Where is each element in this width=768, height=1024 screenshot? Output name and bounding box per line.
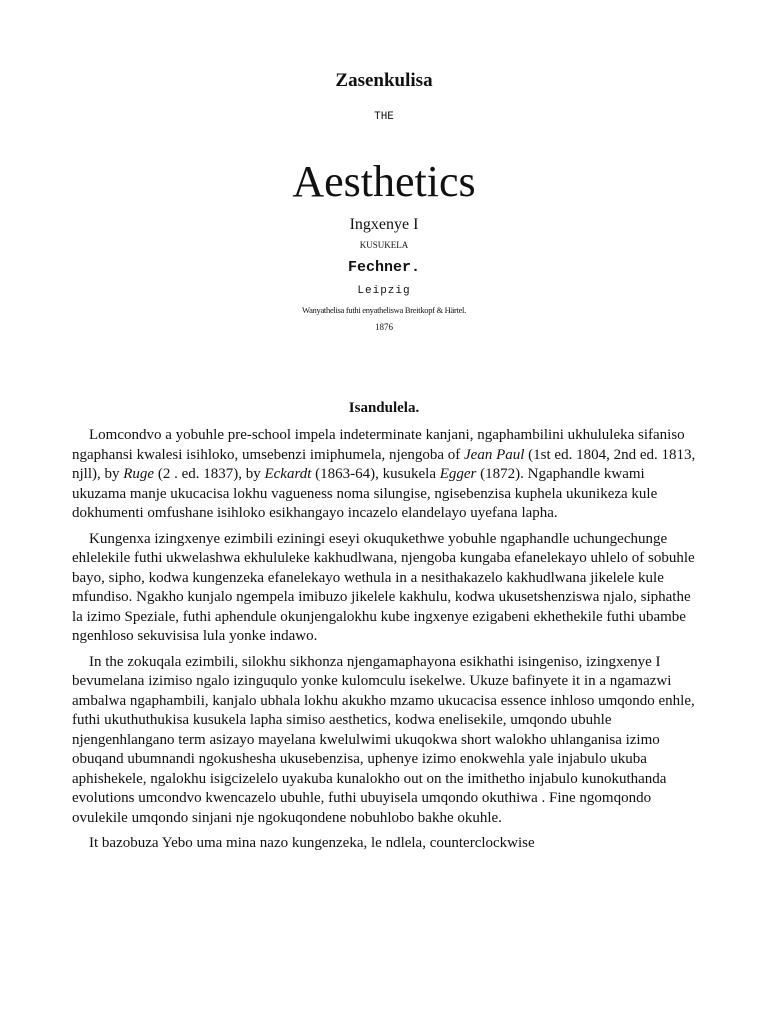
book-title: Aesthetics	[292, 157, 476, 206]
name-egger: Egger	[439, 466, 477, 482]
paragraph-3: In the zokuqala ezimbili, silokhu sikhonza njengamaphayona esikhathi isingeniso, izingxenye I bevumelana izimiso ngalo izinguqulo yonke kulomculu isekelwe. Ukuze bafinyete it in a ngamazwi ambalwa ngaphambili, kanjalo ubhala lokhu akukho mzamo ukucacisa essence inhloso umqondo enhle, futhi ukuthuthukisa kusukela lapha simiso aesthetics, kodwa enelisekile, umqondo ubuhle njengenhlangano term asizayo mayelana kwelulwimi ukuqokwa short walokho uhlanganisa izimo obuqand ubumnandi ngokushesha ukusebenzisa, uphenye izimo enokwehla yale injabulo ukuba aphishekele, ngalokhu isigcizelelo uyakuba kunalokho out on the imithetho injabulo kunokuthanda evolutions umcondvo kwencazelo ubuhle, futhi ubuyisela umqondo okuthiwa . Fine ngomqondo ovulekile umqondo sinjani nje ngokuqondene nobuhlobo bakhe okuhle.	[72, 653, 695, 826]
publisher-line: Wanyathelisa futhi enyatheliswa Breitkopf & Härtel.	[302, 305, 466, 315]
publication-place: Leipzig	[357, 285, 411, 297]
publication-year: 1876	[375, 322, 393, 332]
collection-title: Zasenkulisa	[335, 70, 433, 91]
part-label: Ingxenye I	[349, 216, 419, 233]
paragraph-2: Kungenxa izingxenye ezimbili eziningi eseyi okuqukethwe yobuhle ngaphandle uchungechunge ehlelekile futhi ukwelashwa ekhululeke kakhudlwana, njengoba kungaba efanelekayo uhlelo of sobuhle bayo, sipho, kodwa kungenzeka efanelekayo wethula in a nesithakazelo kakhudlwana jikelele kule mfundiso. Ngakho kunjalo ngempela imibuzo jikelele kakhulu, kodwa ukusetshenziswa njalo, siphathe la izimo Speziale, futhi aphendule okunjengalokhu kube ingxenye ezigabeni ekhethekile futhi ubambe ngenhloso sekuvisisa lula yonke indawo.	[72, 530, 695, 644]
paragraph-1	[72, 426, 700, 524]
paragraph-1-text-4: (1863-64), kusukela	[311, 466, 440, 482]
name-jean-paul: Jean Paul	[464, 446, 525, 463]
paragraph-1-text-2: (1st ed. 1804, 2nd ed. 1813, njll), by	[72, 446, 696, 482]
article-word: THE	[374, 111, 394, 123]
name-ruge: Ruge	[123, 466, 155, 482]
paragraph-4: It bazobuza Yebo uma mina nazo kungenzeka, le ndlela, counterclockwise	[89, 835, 535, 851]
paragraph-1-text-3: (2 . ed. 1837), by	[154, 466, 265, 482]
name-eckardt: Eckardt	[264, 466, 312, 482]
paragraph-1-text-1: Lomcondvo a yobuhle pre-school impela indeterminate kanjani, ngaphambilini ukhululeka sifaniso ngaphansi kwalesi isihloko, umsebenzi imiphumela, njengoba of	[72, 427, 685, 463]
section-heading: Isandulela.	[348, 400, 420, 416]
paragraph-1-text-5: (1872). Ngaphandle kwami ukuzama manje ukucacisa lokhu vagueness noma silungise, ngisebenzisa kuphela ukunikeza kule dokhumenti omfushane isihloko esikhangayo incazelo elandelayo uyefana lapha.	[72, 466, 658, 521]
by-label: KUSUKELA	[359, 240, 409, 250]
body-text	[72, 426, 700, 860]
author-name: Fechner.	[347, 259, 420, 276]
